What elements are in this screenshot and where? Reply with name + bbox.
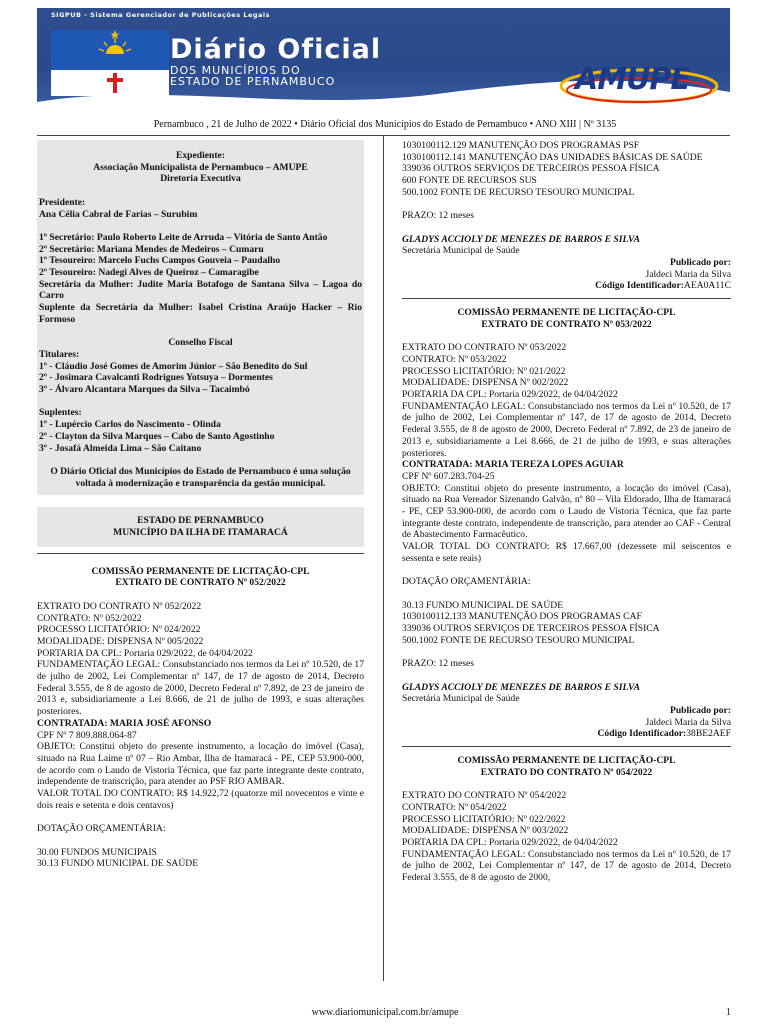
comissao-title: COMISSÃO PERMANENTE DE LICITAÇÃO-CPL	[91, 565, 310, 577]
publisher-name: Jaldeci Maria da Silva	[645, 268, 731, 280]
budget-line: 30.13 FUNDO MUNICIPAL DE SAÚDE	[402, 599, 564, 611]
legal-basis: FUNDAMENTAÇÃO LEGAL: Consubstanciado nos termos da Lei nº 10.520, de 17 de julho de 2002, Lei Complementar nº 147, de 17 de agosto de 2014, Decreto Federal 3.555, de 8 de agosto de 2000,	[402, 848, 731, 884]
budget-heading: DOTAÇÃO ORÇAMENTÁRIA:	[37, 823, 166, 835]
budget-line: 600 FONTE DE RECURSOS SUS	[402, 175, 537, 187]
contract-line: PORTARIA DA CPL: Portaria 029/2022, de 04/04/2022	[37, 647, 253, 659]
titulares-label: Titulares:	[39, 348, 80, 360]
contract-line: EXTRATO DO CONTRATO Nº 053/2022	[402, 342, 567, 354]
signer-role: Secretária Municipal de Saúde	[402, 693, 520, 705]
suplente-member: 1º - Lupércio Carlos do Nascimento - Olinda	[39, 419, 221, 431]
contract-line: PROCESSO LICITATÓRIO: Nº 024/2022	[37, 624, 201, 636]
extrato-054-heading	[402, 753, 731, 778]
expediente-box	[37, 140, 364, 495]
publisher-name: Jaldeci Maria da Silva	[645, 716, 731, 728]
contract-value: VALOR TOTAL DO CONTRATO: R$ 17.667,00 (dezessete mil seiscentos e sessenta e sete reais)	[402, 541, 731, 564]
contract-line: PROCESSO LICITATÓRIO: Nº 021/2022	[402, 365, 566, 377]
expediente-board: Diretoria Executiva	[160, 173, 241, 185]
titular-member: 3º - Álvaro Alcantara Marques da Silva – Tacaimbó	[39, 384, 250, 396]
contract-line: CONTRATO: Nº 053/2022	[402, 353, 507, 365]
contract-object: OBJETO: Constitui objeto do presente instrumento, a locação do imóvel (Casa), situado na Rua Vereador Sizenando Galvão, nº 80 – Vila Eldorado, Ilha de Itamaracá - PE, CEP 53.900-000, de acordo com o Laudo de Vistoria Técnica, que faz parte integrante deste contrato, independente de transcrição, para atender ao CAF - Central de Abastecimento Farmacêutico.	[402, 482, 731, 541]
contract-line: MODALIDADE: DISPENSA Nº 005/2022	[37, 635, 204, 647]
municipality-name: MUNICÍPIO DA ILHA DE ITAMARACÁ	[113, 527, 288, 539]
signer-role: Secretária Municipal de Saúde	[402, 245, 520, 257]
budget-line: 1030100112.133 MANUTENÇÃO DOS PROGRAMAS CAF	[402, 611, 642, 623]
extrato-052-heading	[37, 560, 364, 589]
footer-url[interactable]: www.diariomunicipal.com.br/amupe	[311, 1007, 459, 1018]
legal-basis: FUNDAMENTAÇÃO LEGAL: Consubstanciado nos termos da Lei nº 10.520, de 17 de julho de 2002, Lei Complementar nº 147, de 17 de agosto de 2014, Decreto Federal 3.555, de 8 de agosto de 2000, Decreto Federal nº 7.892, de 23 de janeiro de 2013 e, subsidiariamente a Lei 8.666, de 21 de julho de 1993, e suas alterações posteriores.	[37, 659, 364, 718]
extrato-title: EXTRATO DO CONTRATO Nº 054/2022	[480, 766, 653, 778]
section-divider	[37, 553, 364, 554]
extrato-title: EXTRATO DE CONTRATO Nº 053/2022	[481, 318, 652, 330]
presidente-label: Presidente:	[39, 196, 86, 208]
budget-line: 339036 OUTROS SERVIÇOS DE TERCEIROS PESSOA FÍSICA	[402, 623, 660, 635]
budget-line: 30.13 FUNDO MUNICIPAL DE SAÚDE	[37, 858, 199, 870]
comissao-title: COMISSÃO PERMANENTE DE LICITAÇÃO-CPL	[457, 307, 676, 319]
signer-name: GLADYS ACCIOLY DE MENEZES DE BARROS E SILVA	[402, 681, 641, 693]
board-member: Suplente da Secretária da Mulher: Isabel Cristina Araújo Hacker – Rio Formoso	[39, 302, 362, 325]
contractor-cpf: CPF Nº 7 809.888.064-87	[37, 729, 137, 741]
contractor-name: CONTRATADA: MARIA TEREZA LOPES AGUIAR	[402, 459, 624, 471]
budget-line: 1030100112.141 MANUTENÇÃO DAS UNIDADES BÁSICAS DE SAÚDE	[402, 151, 703, 163]
budget-heading: DOTAÇÃO ORÇAMENTÁRIA:	[402, 576, 531, 588]
budget-line: 30.00 FUNDOS MUNICIPAIS	[37, 846, 157, 858]
identifier-label: Código Identificador:	[597, 728, 687, 740]
mission-statement: O Diário Oficial dos Municípios do Estado de Pernambuco é uma solução voltada à modernização e transparência da gestão municipal.	[50, 465, 351, 489]
titular-member: 2º - Josimara Cavalcanti Rodrigues Yotsuya – Dormentes	[39, 372, 273, 384]
presidente-name: Ana Célia Cabral de Farias – Surubim	[39, 208, 198, 220]
masthead-subtitle-line2: ESTADO DE PERNAMBUCO	[170, 75, 336, 88]
contractor-cpf: CPF Nº 607.283.704-25	[402, 470, 495, 482]
masthead-banner	[37, 8, 730, 112]
term-line: PRAZO: 12 meses	[402, 210, 474, 222]
contract-line: PORTARIA DA CPL: Portaria 029/2022, de 04/04/2022	[402, 389, 618, 401]
section-divider	[402, 746, 731, 747]
left-column	[37, 140, 364, 870]
identifier-code	[402, 728, 731, 740]
suplente-member: 3º - Josafá Almeida Lima – São Caitano	[39, 442, 202, 454]
published-by-label: Publicado por:	[669, 704, 731, 716]
identifier-code	[402, 280, 731, 292]
contract-line: CONTRATO: Nº 052/2022	[37, 612, 142, 624]
amupe-logo-text: AMUPE	[575, 62, 690, 97]
right-column	[402, 140, 731, 884]
column-divider	[383, 136, 384, 981]
expediente-org: Associação Municipalista de Pernambuco – AMUPE	[93, 161, 308, 173]
contract-line: EXTRATO DO CONTRATO Nº 052/2022	[37, 600, 202, 612]
extrato-053-heading	[402, 305, 731, 330]
contract-object: OBJETO: Constitui objeto do presente instrumento, a locação do imóvel (Casa), situado na Rua Laime nº 07 – Rio Ambar, Ilha de Itamaracá - PE, CEP 53.900-000, de acordo com o Laudo de Vistoria Técnica, que faz parte integrante deste contrato, independente de transcrição, para atender ao PSF RIO AMBAR.	[37, 741, 364, 788]
published-by-label: Publicado por:	[669, 257, 731, 268]
comissao-title: COMISSÃO PERMANENTE DE LICITAÇÃO-CPL	[457, 755, 676, 767]
legal-basis: FUNDAMENTAÇÃO LEGAL: Consubstanciado nos termos da Lei nº 10.520, de 17 de julho de 2002, Lei Complementar nº 147, de 17 de agosto de 2014, Decreto Federal 3.555, de 8 de agosto de 2000, Decreto Federal nº 7.892, de 23 de janeiro de 2013 e, subsidiariamente a Lei 8.666, de 21 de julho de 1993, e suas alterações posteriores.	[402, 400, 731, 459]
board-member: 2º Secretário: Mariana Mendes de Medeiros – Cumaru	[39, 243, 264, 255]
contractor-name: CONTRATADA: MARIA JOSÉ AFONSO	[37, 717, 212, 729]
identifier-value: 38BE2AEF	[686, 728, 731, 740]
contract-value: VALOR TOTAL DO CONTRATO: R$ 14.922,72 (quatorze mil novecentos e vinte e dois reais e setenta e dois centavos)	[37, 788, 364, 811]
contract-line: MODALIDADE: DISPENSA Nº 002/2022	[402, 377, 569, 389]
budget-line: 1030100112.129 MANUTENÇÃO DOS PROGRAMAS PSF	[402, 140, 640, 151]
identifier-label: Código Identificador:	[595, 280, 684, 292]
page-number: 1	[726, 1007, 731, 1018]
sigpub-tagline: SIGPUB - Sistema Gerenciador de Publicações Legais	[51, 11, 271, 19]
budget-line: 500.1002 FONTE DE RECURSO TESOURO MUNICIPAL	[402, 186, 635, 198]
expediente-heading: Expediente:	[175, 150, 226, 161]
contract-line: EXTRATO DO CONTRATO Nº 054/2022	[402, 790, 567, 802]
conselho-heading: Conselho Fiscal	[168, 337, 233, 349]
budget-line: 500.1002 FONTE DE RECURSO TESOURO MUNICIPAL	[402, 634, 635, 646]
section-divider	[402, 298, 731, 299]
board-member: 1º Secretário: Paulo Roberto Leite de Arruda – Vitória de Santo Antão	[39, 231, 328, 243]
titular-member: 1º - Cláudio José Gomes de Amorim Júnior – São Benedito do Sul	[39, 360, 308, 372]
masthead-subtitle-line1: DOS MUNICÍPIOS DO	[170, 64, 301, 77]
budget-line: 339036 OUTROS SERVIÇOS DE TERCEIROS PESSOA FÍSICA	[402, 163, 660, 175]
contract-line: PORTARIA DA CPL: Portaria 029/2022, de 04/04/2022	[402, 836, 618, 848]
suplente-member: 2º - Clayton da Silva Marques – Cabo de Santo Agostinho	[39, 430, 275, 442]
signer-name: GLADYS ACCIOLY DE MENEZES DE BARROS E SILVA	[402, 233, 641, 245]
edition-info: Pernambuco , 21 de Julho de 2022 • Diário Oficial dos Municípios do Estado de Pernambuco • ANO XIII | Nº 3135	[153, 119, 617, 130]
municipality-box	[37, 507, 364, 546]
masthead-title: Diário Oficial	[170, 34, 382, 65]
board-member: Secretária da Mulher: Judite Maria Botafogo de Santana Silva – Lagoa do Carro	[39, 278, 362, 302]
term-line: PRAZO: 12 meses	[402, 658, 474, 670]
contract-line: CONTRATO: Nº 054/2022	[402, 801, 507, 813]
identifier-value: AEA0A11C	[683, 280, 731, 292]
state-name: ESTADO DE PERNAMBUCO	[137, 515, 264, 527]
suplentes-label: Suplentes:	[39, 407, 82, 419]
contract-line: PROCESSO LICITATÓRIO: Nº 022/2022	[402, 813, 566, 825]
amupe-logo	[557, 60, 722, 108]
extrato-title: EXTRATO DE CONTRATO Nº 052/2022	[115, 577, 286, 589]
board-member: 1º Tesoureiro: Marcelo Fuchs Campos Gouveia – Paudalho	[39, 255, 281, 267]
board-member: 2º Tesoureiro: Nadegi Alves de Queiroz – Camaragibe	[39, 267, 259, 278]
contract-line: MODALIDADE: DISPENSA Nº 003/2022	[402, 825, 569, 837]
